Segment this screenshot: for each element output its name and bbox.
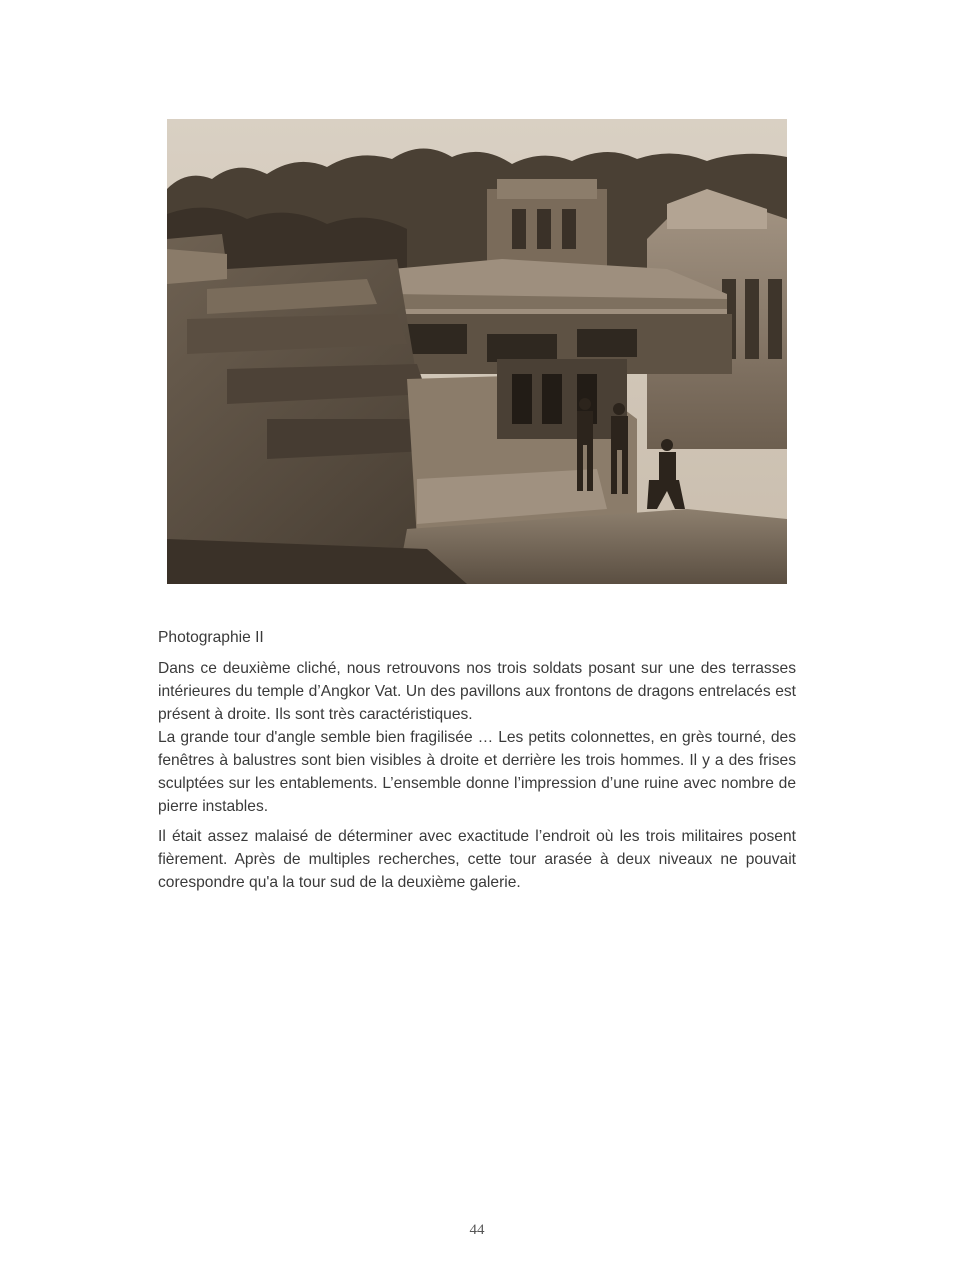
page-number: 44 [469,1222,485,1238]
photograph [167,119,787,584]
text-block [158,626,796,894]
paragraph-3: Il était assez malaisé de déterminer avec exactitude l’endroit où les trois militaires posent fièrement. Après de multiples recherches, cette tour arasée à deux niveaux ne pouvait corespondre qu'a la tour sud de la deuxième galerie. [158,828,796,891]
paragraph-2: La grande tour d'angle semble bien fragilisée … Les petits colonnettes, en grès tourné, des fenêtres à balustres sont bien visibles à droite et derrière les trois hommes. Il y a des frises sculptées sur les entablements. L’ensemble donne l’impression d’une ruine avec nombre de pierre instables. [158,729,796,815]
temple-ruins-image [167,119,787,584]
photo-caption: Photographie II [158,629,264,646]
paragraph-1: Dans ce deuxième cliché, nous retrouvons nos trois soldats posant sur une des terrasses intérieures du temple d’Angkor Vat. Un des pavillons aux frontons de dragons entrelacés est présent à droite. Ils sont très caractéristiques. [158,660,796,723]
